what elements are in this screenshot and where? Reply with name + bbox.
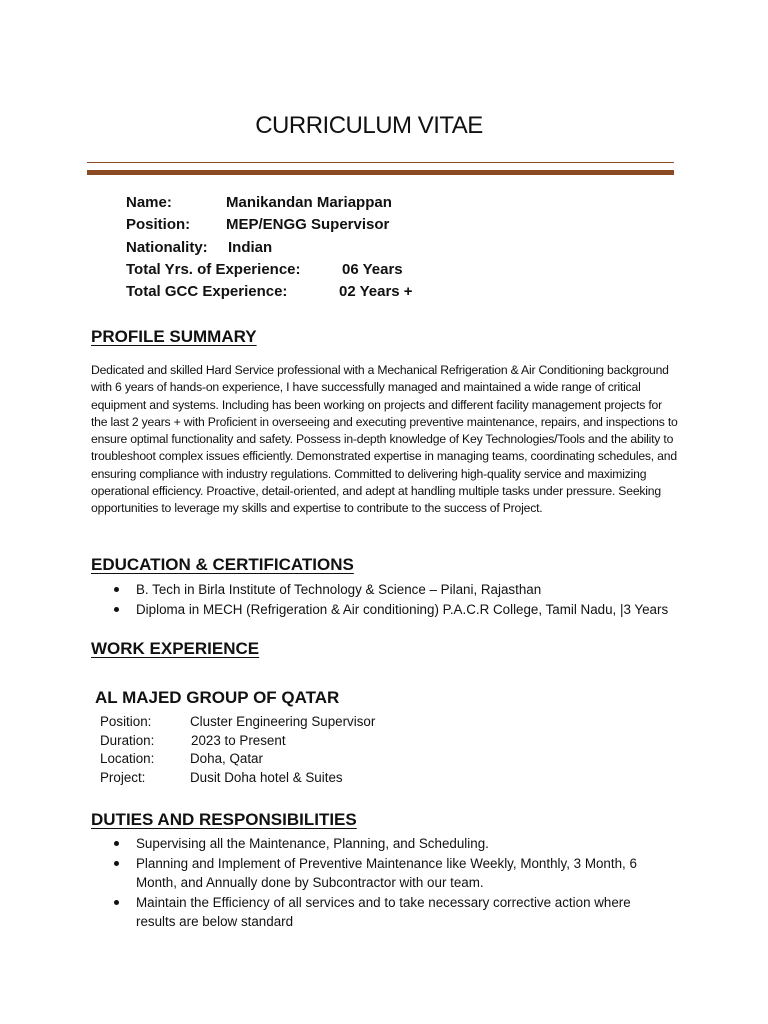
position-value: MEP/ENGG Supervisor bbox=[226, 216, 390, 234]
bullet-icon bbox=[114, 607, 119, 612]
job-position-value: Cluster Engineering Supervisor bbox=[190, 714, 376, 729]
duty-item bbox=[114, 834, 656, 854]
job-project-label: Project: bbox=[100, 769, 146, 785]
work-experience-heading: WORK EXPERIENCE bbox=[91, 639, 260, 658]
title-divider-thin bbox=[87, 162, 674, 163]
job-project-value: Dusit Doha hotel & Suites bbox=[190, 769, 343, 785]
profile-summary-text: Dedicated and skilled Hard Service professional with a Mechanical Refrigeration & Air Conditioning background with 6 years of hands-on experience, I have successfully managed and maintained a wide range of critical equipment and systems. Including has been working on projects and different facility management projects for the last 2 years + with Proficient in overseeing and executing preventive maintenance, repairs, and inspections to ensure optimal functionality and safety. Possess in-depth knowledge of Key Technologies/Tools and the ability to troubleshoot complex issues efficiently. Demonstrated expertise in managing teams, coordinating schedules, and ensuring compliance with industry regulations. Committed to delivering high-quality service and maximizing operational efficiency. Proactive, detail-oriented, and adept at handling multiple tasks under pressure. Seeking opportunities to leverage my skills and expertise to contribute to the success of Project. bbox=[91, 363, 678, 516]
education-item-text: B. Tech in Birla Institute of Technology & Science – Pilani, Rajasthan bbox=[136, 582, 542, 597]
bullet-icon bbox=[114, 900, 119, 905]
education-item-text: Diploma in MECH (Refrigeration & Air conditioning) P.A.C.R College, Tamil Nadu, |3 Years bbox=[136, 601, 669, 617]
education-item bbox=[114, 600, 668, 620]
job-location-label: Location: bbox=[100, 751, 155, 767]
bullet-icon bbox=[114, 841, 119, 846]
duty-item bbox=[114, 893, 656, 932]
profile-summary-heading: PROFILE SUMMARY bbox=[91, 327, 257, 346]
position-label: Position: bbox=[126, 216, 191, 234]
duty-item-text: Maintain the Efficiency of all services and to take necessary corrective action where results are below standard bbox=[136, 894, 631, 929]
education-item bbox=[114, 580, 668, 600]
nationality-label: Nationality: bbox=[126, 238, 208, 256]
job-duration-label: Duration: bbox=[100, 732, 155, 748]
experience-label: Total Yrs. of Experience: bbox=[126, 260, 301, 278]
title-divider-thick bbox=[87, 170, 674, 175]
duty-item-text: Supervising all the Maintenance, Planning, and Scheduling. bbox=[136, 836, 489, 851]
duty-item bbox=[114, 854, 656, 893]
job-position-label: Position: bbox=[100, 714, 152, 729]
education-heading: EDUCATION & CERTIFICATIONS bbox=[91, 555, 354, 574]
duty-item-text: Planning and Implement of Preventive Maintenance like Weekly, Monthly, 3 Month, 6 Month, and Annually done by Subcontractor with our team. bbox=[136, 855, 637, 890]
education-list bbox=[114, 580, 668, 619]
document-title: CURRICULUM VITAE bbox=[255, 112, 483, 139]
job-duration-value: 2023 to Present bbox=[191, 732, 286, 748]
company-name: AL MAJED GROUP OF QATAR bbox=[95, 688, 340, 707]
gcc-experience-label: Total GCC Experience: bbox=[126, 283, 288, 301]
duties-heading: DUTIES AND RESPONSIBILITIES bbox=[91, 810, 357, 829]
bullet-icon bbox=[114, 587, 119, 592]
duties-list bbox=[114, 834, 656, 932]
bullet-icon bbox=[114, 861, 119, 866]
name-value: Manikandan Mariappan bbox=[226, 194, 392, 211]
job-location-value: Doha, Qatar bbox=[190, 751, 263, 767]
name-label: Name: bbox=[126, 194, 172, 211]
nationality-value: Indian bbox=[228, 238, 273, 256]
gcc-experience-value: 02 Years + bbox=[339, 283, 413, 301]
experience-value: 06 Years bbox=[342, 260, 403, 278]
